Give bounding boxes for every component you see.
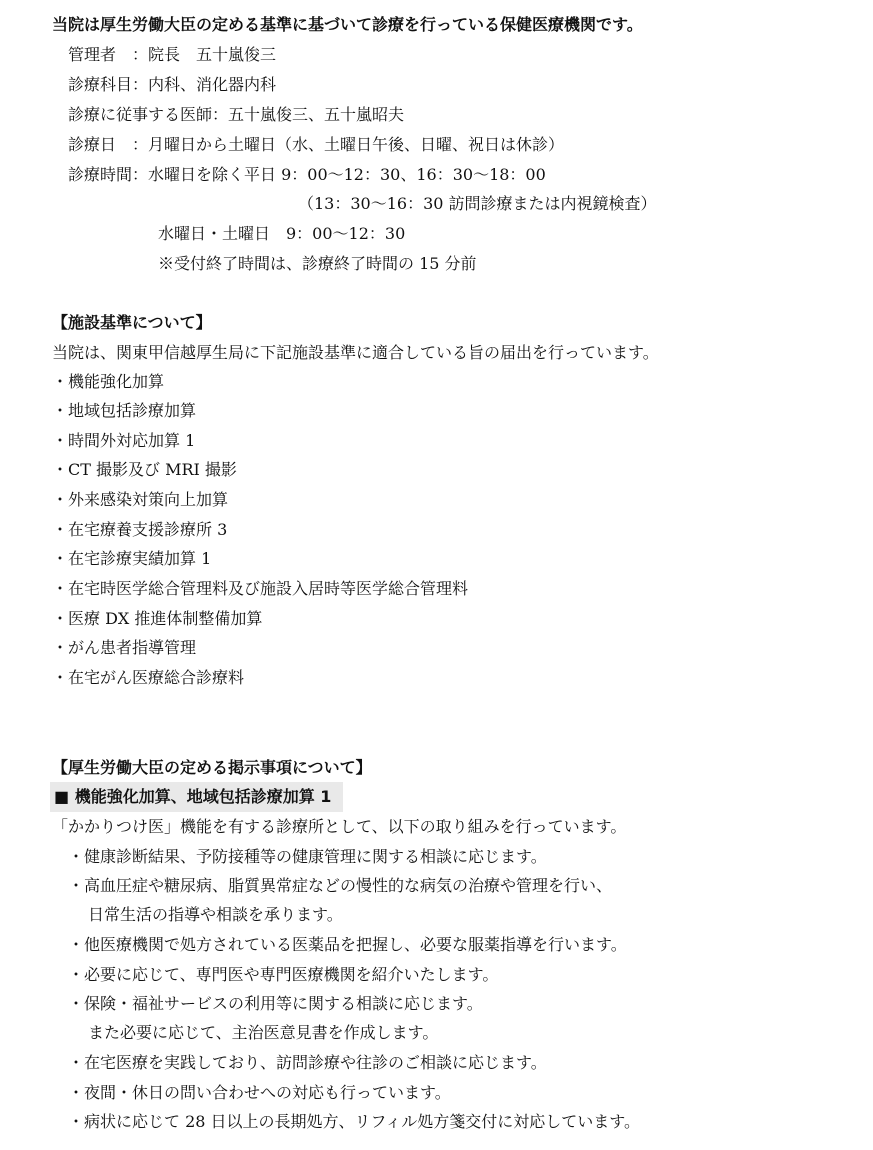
departments-line: 診療科目：内科、消化器内科	[68, 75, 277, 94]
posting-heading: 【厚生労働大臣の定める掲示事項について】	[52, 758, 372, 777]
posting-item: ・必要に応じて、専門医や専門医療機関を紹介いたします。	[68, 965, 499, 984]
posting-item-continuation: また必要に応じて、主治医意見書を作成します。	[88, 1023, 439, 1042]
facility-item: ・医療 DX 推進体制整備加算	[52, 609, 263, 628]
facility-item: ・地域包括診療加算	[52, 401, 197, 420]
facility-item: ・在宅診療実績加算 1	[52, 549, 212, 568]
wed-sat-hours-line: 水曜日・土曜日 9：00～12：30	[158, 224, 406, 243]
facility-item: ・在宅がん医療総合診療料	[52, 668, 245, 687]
facility-item: ・がん患者指導管理	[52, 638, 197, 657]
facility-item: ・CT 撮影及び MRI 撮影	[52, 460, 237, 479]
posting-item: ・病状に応じて 28 日以上の長期処方、リフィル処方箋交付に対応しています。	[68, 1112, 640, 1131]
facility-item: ・外来感染対策向上加算	[52, 490, 229, 509]
facility-intro: 当院は、関東甲信越厚生局に下記施設基準に適合している旨の届出を行っています。	[52, 343, 659, 362]
clinic-hours-note: （13：30～16：30 訪問診療または内視鏡検査）	[298, 194, 657, 213]
facility-item: ・機能強化加算	[52, 372, 165, 391]
posting-item-continuation: 日常生活の指導や相談を承ります。	[88, 905, 343, 924]
facility-item: ・時間外対応加算 1	[52, 431, 196, 450]
posting-item: ・夜間・休日の問い合わせへの対応も行っています。	[68, 1083, 451, 1102]
posting-item: ・他医療機関で処方されている医薬品を把握し、必要な服薬指導を行います。	[68, 935, 627, 954]
clinic-days-line: 診療日 ：月曜日から土曜日（水、土曜日午後、日曜、祝日は休診）	[68, 135, 565, 154]
posting-subheading: ■ 機能強化加算、地域包括診療加算 1	[50, 782, 343, 812]
posting-item: ・在宅医療を実践しており、訪問診療や往診のご相談に応じます。	[68, 1053, 547, 1072]
clinic-hours-line: 診療時間：水曜日を除く平日 9：00～12：30、16：30～18：00	[68, 165, 546, 184]
reception-note: ※受付終了時間は、診療終了時間の 15 分前	[158, 254, 477, 273]
posting-item: ・保険・福祉サービスの利用等に関する相談に応じます。	[68, 994, 483, 1013]
facility-heading: 【施設基準について】	[52, 313, 212, 332]
facility-item: ・在宅時医学総合管理料及び施設入居時等医学総合管理料	[52, 579, 469, 598]
notice-headline: 当院は厚生労働大臣の定める基準に基づいて診療を行っている保健医療機関です。	[52, 15, 643, 34]
posting-intro: 「かかりつけ医」機能を有する診療所として、以下の取り組みを行っています。	[52, 817, 627, 836]
doctors-line: 診療に従事する医師：五十嵐俊三、五十嵐昭夫	[68, 105, 405, 124]
posting-item: ・健康診断結果、予防接種等の健康管理に関する相談に応じます。	[68, 847, 547, 866]
manager-line: 管理者 ：院長 五十嵐俊三	[68, 45, 277, 64]
facility-item: ・在宅療養支援診療所 3	[52, 520, 228, 539]
posting-item: ・高血圧症や糖尿病、脂質異常症などの慢性的な病気の治療や管理を行い、	[68, 876, 613, 895]
